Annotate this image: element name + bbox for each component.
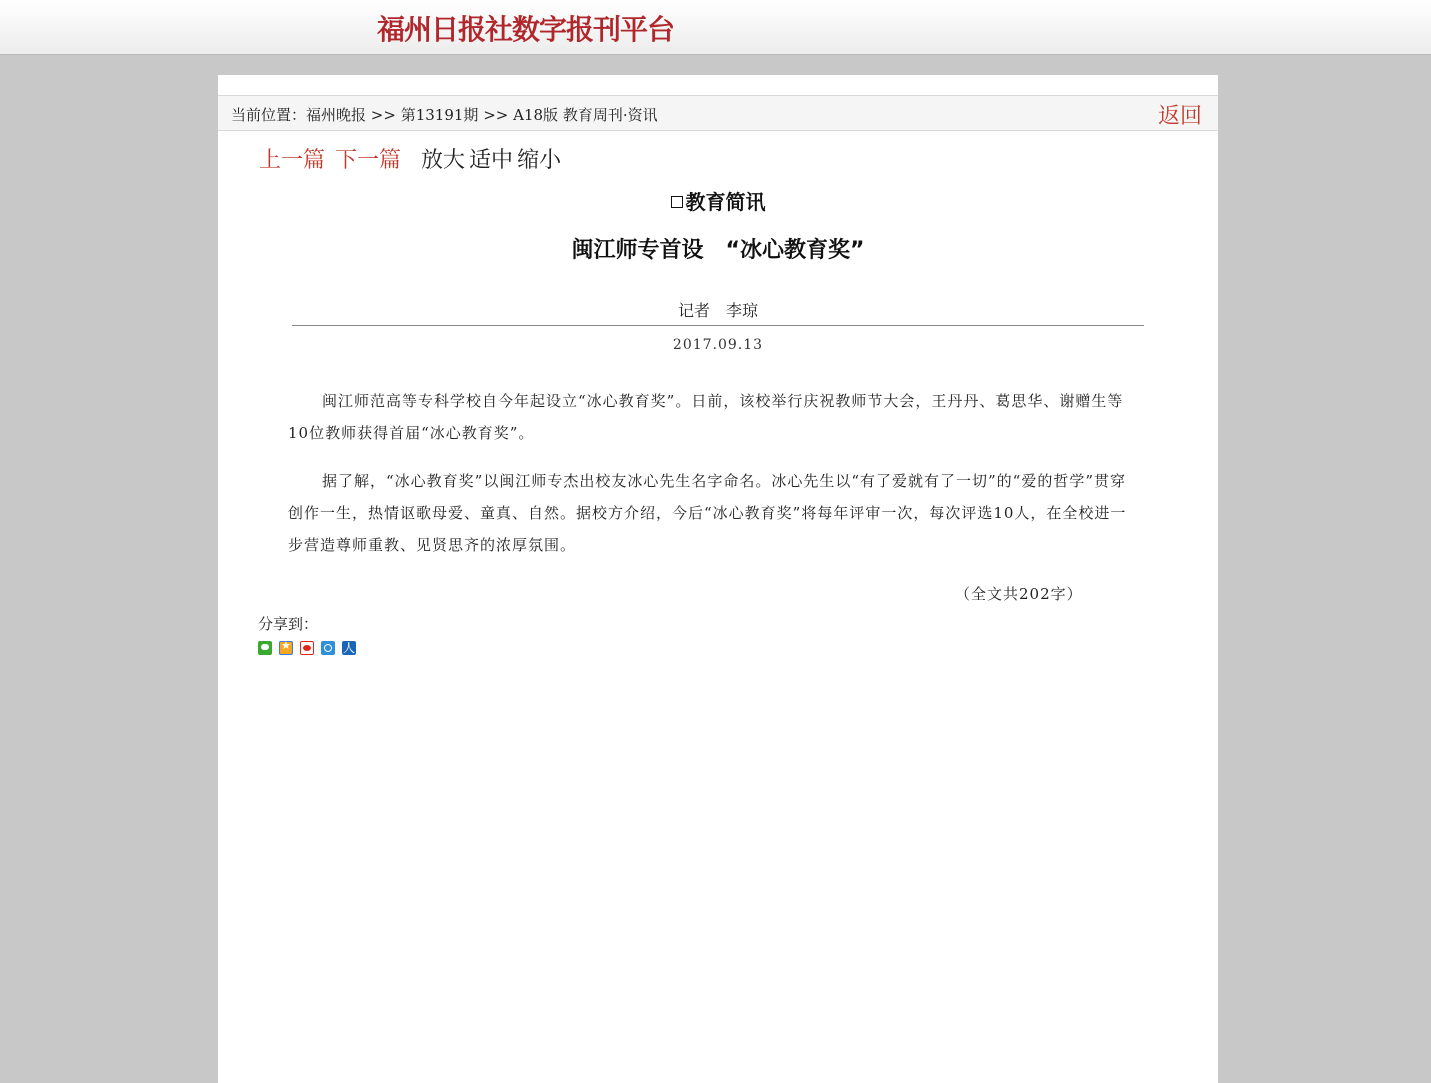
article-nav bbox=[259, 143, 565, 174]
article-body bbox=[288, 385, 1134, 577]
breadcrumb-issue[interactable]: 第13191期 bbox=[400, 106, 479, 124]
prev-article-link[interactable]: 上一篇 bbox=[259, 148, 326, 173]
tencent-weibo-icon[interactable] bbox=[321, 641, 335, 655]
breadcrumb bbox=[231, 104, 658, 125]
article-paragraph: 闽江师范高等专科学校自今年起设立“冰心教育奖”。日前，该校举行庆祝教师节大会，王丹丹、葛思华、谢赠生等10位教师获得首届“冰心教育奖”。 bbox=[288, 392, 1124, 442]
zoom-in-link[interactable]: 放大 bbox=[421, 148, 466, 173]
word-count: （全文共202字） bbox=[955, 585, 1083, 603]
breadcrumb-sep: >> bbox=[366, 106, 401, 124]
breadcrumb-bar bbox=[218, 95, 1218, 131]
renren-icon[interactable] bbox=[342, 641, 356, 655]
qzone-icon[interactable] bbox=[279, 641, 293, 655]
divider bbox=[292, 325, 1144, 326]
wechat-icon[interactable] bbox=[258, 641, 272, 655]
section-heading bbox=[218, 186, 1218, 215]
share-icons bbox=[258, 640, 363, 659]
square-bullet-icon bbox=[671, 196, 683, 208]
article-panel bbox=[218, 75, 1218, 1083]
zoom-out-link[interactable]: 缩小 bbox=[517, 148, 562, 173]
top-bar bbox=[0, 0, 1431, 55]
share-label: 分享到： bbox=[258, 615, 319, 633]
article-title: 闽江师专首设 “冰心教育奖” bbox=[571, 238, 865, 263]
breadcrumb-sep: >> bbox=[478, 106, 514, 124]
article-author: 记者 李琼 bbox=[677, 301, 758, 320]
breadcrumb-prefix: 当前位置： bbox=[231, 106, 307, 124]
zoom-fit-link[interactable]: 适中 bbox=[469, 148, 514, 173]
article-date: 2017.09.13 bbox=[672, 337, 764, 353]
breadcrumb-page[interactable]: A18版 教育周刊·资讯 bbox=[513, 106, 658, 124]
back-link[interactable]: 返回 bbox=[1157, 104, 1202, 129]
article-paragraph: 据了解，“冰心教育奖”以闽江师专杰出校友冰心先生名字命名。冰心先生以“有了爱就有了一切”的“爱的哲学”贯穿创作一生，热情讴歌母爱、童真、自然。据校方介绍，今后“冰心教育奖”将每年评审一次，每次评选10人，在全校进一步营造尊师重教、见贤思齐的浓厚氛围。 bbox=[288, 472, 1127, 554]
section-label: 教育简讯 bbox=[685, 190, 766, 214]
breadcrumb-paper[interactable]: 福州晚报 bbox=[306, 106, 367, 124]
next-article-link[interactable]: 下一篇 bbox=[335, 148, 402, 173]
weibo-icon[interactable] bbox=[300, 641, 314, 655]
site-title: 福州日报社数字报刊平台 bbox=[377, 13, 675, 46]
